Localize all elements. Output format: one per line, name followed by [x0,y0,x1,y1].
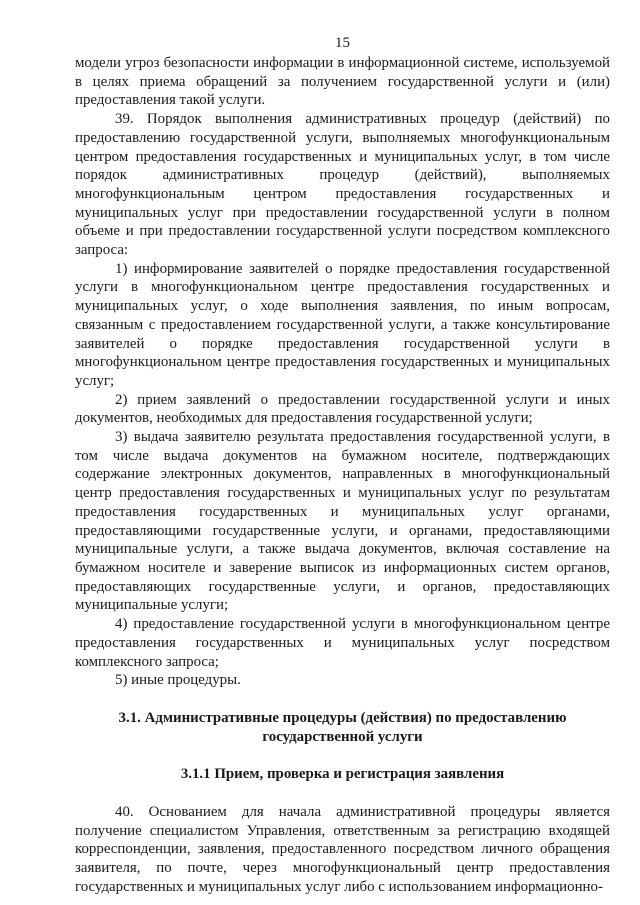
list-item-1: 1) информирование заявителей о порядке предоставления государственной услуги в многофункциональном центре предоставления государственных и муниципальных услуг, о ходе выполнения заявления, по иным вопросам, связанным с предоставлением государственной услуги, а также консультирование заявителей о порядке предоставления государственной услуги в многофункциональном центре предоставления государственных и муниципальных услуг; [75,260,610,389]
list-item-4: 4) предоставление государственной услуги в многофункциональном центре предоставления государственных и муниципальных услуг посредством комплексного запроса; [75,616,610,670]
body-text-top [75,54,610,690]
body-text-bottom [75,803,610,897]
document-page [75,34,610,897]
subsection-heading: 3.1.1 Прием, проверка и регистрация заявления [180,766,505,783]
section-heading: 3.1. Административные процедуры (действия) по предоставлению государственной услуги [118,709,567,745]
paragraph-39: 39. Порядок выполнения административных процедур (действий) по предоставлению государственной услуги, выполняемых многофункциональным центром предоставления государственных и муниципальных услуг, в том числе порядок административных процедур (действий), выполняемых многофункциональным центром предоставления государственных и муниципальных услуг при предоставлении государственной услуги в полном объеме и при предоставлении государственной услуги посредством комплексного запроса: [75,111,610,259]
paragraph-40: 40. Основанием для начала административной процедуры является получение специалистом Управления, ответственным за регистрацию входящей корреспонденции, заявления, предоставленного посредством личного обращения заявителя, по почте, через многофункциональный центр предоставления государственных и муниципальных услуг либо с использованием информационно- [75,804,610,895]
page-number: 15 [335,35,350,51]
list-item-2: 2) прием заявлений о предоставлении государственной услуги и иных документов, необходимых для предоставления государственной услуги; [75,391,610,427]
list-item-3: 3) выдача заявителю результата предоставления государственной услуги, в том числе выдача документов на бумажном носителе, подтверждающих содержание электронных документов, направленных в многофункциональный центр предоставления государственных и муниципальных услуг по результатам предоставления государственных и муниципальных услуг органами, предоставляющими государственные услуги, и органами, предоставляющими муниципальные услуги, а также выдача документов, включая составление на бумажном носителе и заверение выписок из информационных систем органов, предоставляющих государственные услуги, и органов, предоставляющих муниципальные услуги; [75,429,610,614]
paragraph-continuation: модели угроз безопасности информации в информационной системе, используемой в целях приема обращений за получением государственной услуги и (или) предоставления такой услуги. [75,55,610,109]
list-item-5: 5) иные процедуры. [115,672,241,689]
